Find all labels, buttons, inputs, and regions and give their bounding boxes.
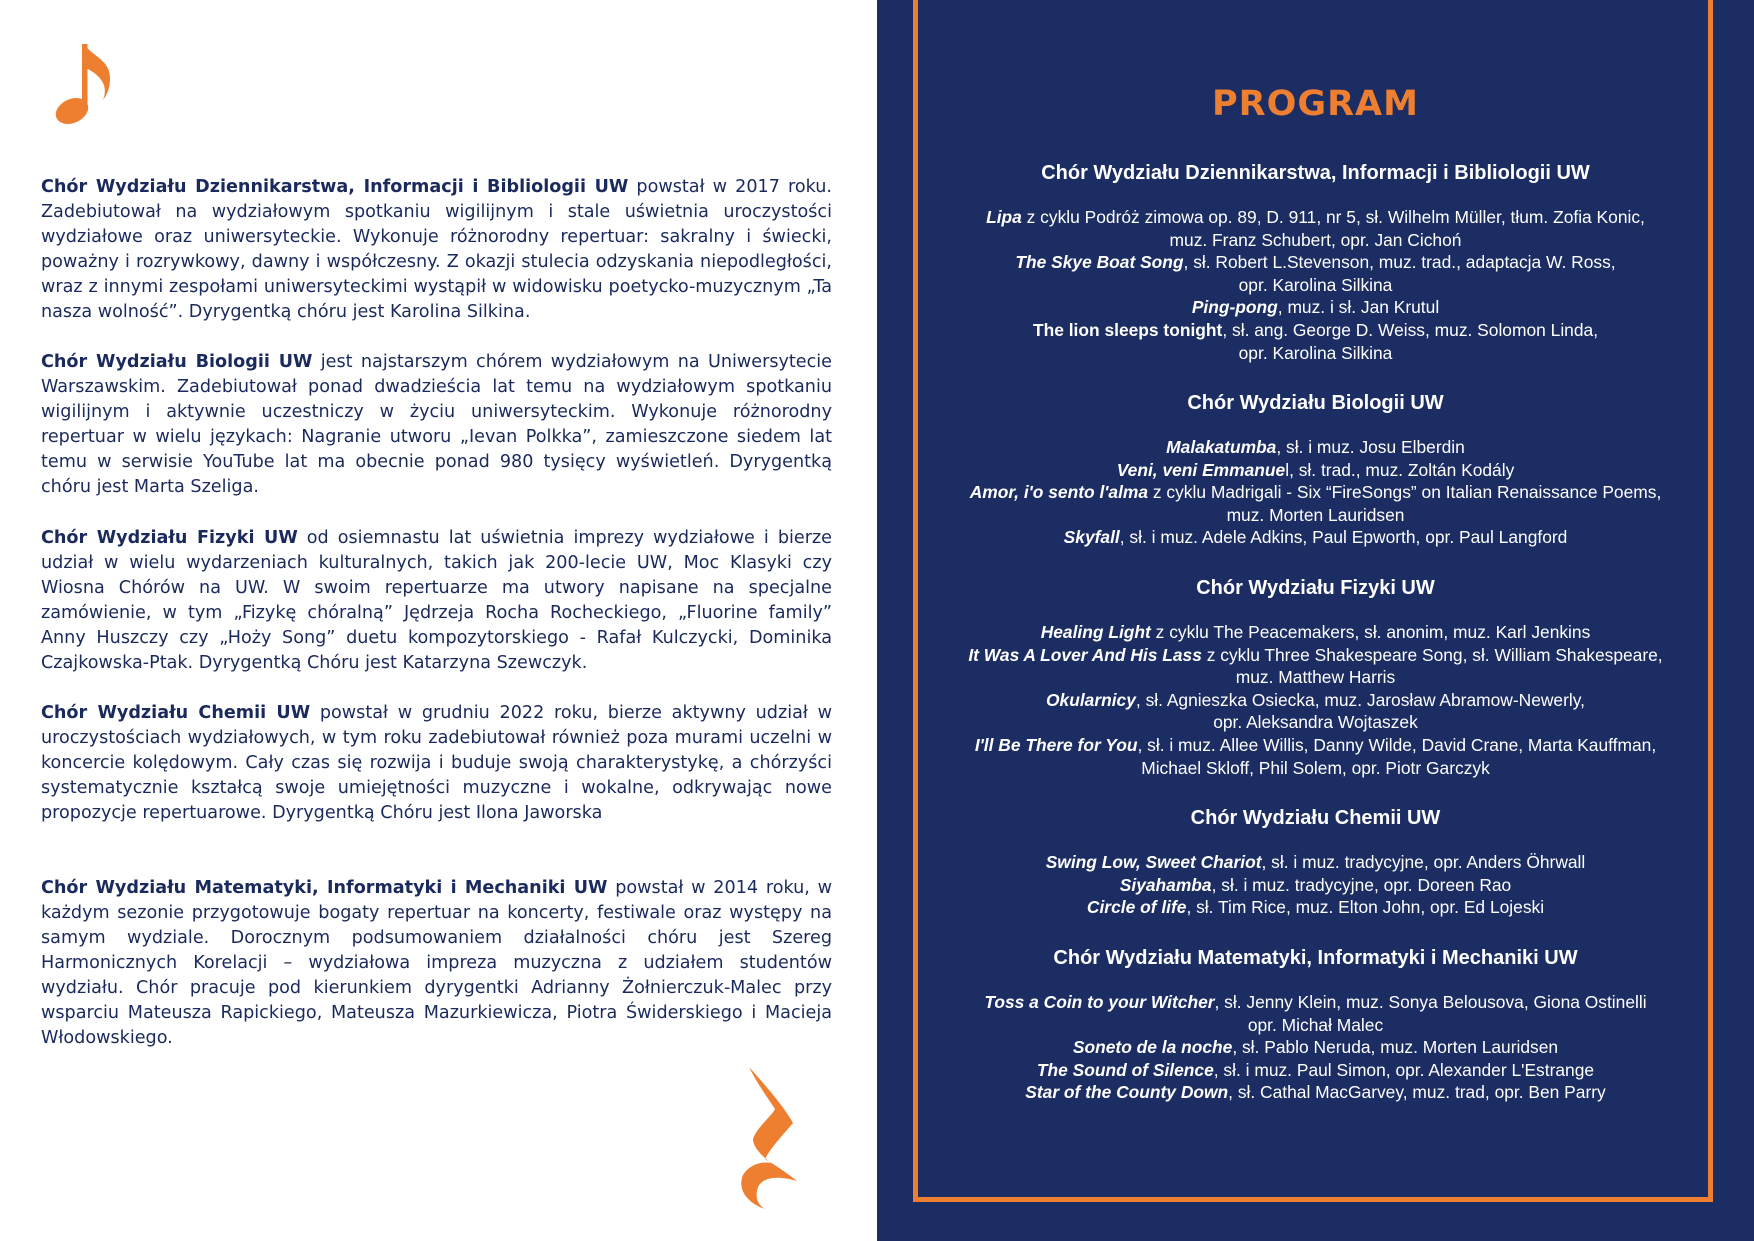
program-choir-name: Chór Wydziału Chemii UW bbox=[1190, 807, 1441, 829]
choir-desc-fizyki: Chór Wydziału Fizyki UW od osiemnastu lat uświetnia imprezy wydziałowe i bierze udział w wielu wydarzeniach kulturalnych, takich jak 200-lecie UW, Moc Klasyki czy Wiosna Chórów na UW. W swoim repertuarze ma utwory napisane na specjalne zamówienie, w tym „Fizykę chóralną” Jędrzeja Rocha Rocheckiego, „Fluorine family” Anny Huszczy czy „Hoży Song” duetu kompozytorskiego - Rafał Kulczycki, Dominika Czajkowska-Ptak. Dyrygentką Chóru jest Katarzyna Szewczyk. bbox=[41, 528, 832, 673]
program-choir-matematyki bbox=[937, 945, 1694, 1104]
program-piece: The lion sleeps tonight, sł. ang. George D. Weiss, muz. Solomon Linda, opr. Karolina Silkina bbox=[1032, 319, 1599, 363]
choir-desc-matematyki: Chór Wydziału Matematyki, Informatyki i Mechaniki UW powstał w 2014 roku, w każdym sezonie przygotowuje bogaty repertuar na koncerty, festiwale oraz występy na samym wydziale. Dorocznym podsumowaniem działalności chóru jest Szereg Harmonicznych Korelacji – wydziałowa impreza muzyczna z udziałem studentów wydziału. Chór pracuje pod kierunkiem dyrygentki Adrianny Żołnierczuk-Malec przy wsparciu Mateusza Rapickiego, Mateusza Mazurkiewicza, Piotra Świderskiego i Macieja Włodowskiego. bbox=[41, 878, 832, 1048]
program-piece: The Skye Boat Song, sł. Robert L.Stevenson, muz. trad., adaptacja W. Ross, opr. Karolina Silkina bbox=[1015, 252, 1616, 295]
program-piece: Okularnicy, sł. Agnieszka Osiecka, muz. Jarosław Abramow-Newerly, opr. Aleksandra Wojtaszek bbox=[1046, 689, 1585, 733]
program-choir-biologii bbox=[937, 390, 1694, 549]
program-choir-name: Chór Wydziału Fizyki UW bbox=[1196, 577, 1435, 599]
program-title: PROGRAM bbox=[1212, 84, 1419, 124]
program-choir-name: Chór Wydziału Dziennikarstwa, Informacji i Bibliologii UW bbox=[1041, 162, 1590, 184]
program-piece: Ping-pong, muz. i sł. Jan Krutul bbox=[1191, 297, 1440, 318]
program-choir-fizyki bbox=[937, 575, 1694, 779]
program-piece: Circle of life, sł. Tim Rice, muz. Elton John, opr. Ed Lojeski bbox=[1086, 897, 1545, 918]
right-page bbox=[877, 0, 1754, 1241]
program-choir-name: Chór Wydziału Matematyki, Informatyki i Mechaniki UW bbox=[1053, 947, 1578, 969]
program-choir-dziennikarstwa bbox=[937, 160, 1694, 364]
choir-desc-dziennikarstwa: Chór Wydziału Dziennikarstwa, Informacji i Bibliologii UW powstał w 2017 roku. Zadebiutował na wydziałowym spotkaniu wigilijnym i stale uświetnia uroczystości wydziałowe oraz uniwersyteckie. Wykonuje różnorodny repertuar: sakralny i świecki, poważny i rozrywkowy, dawny i współczesny. Z okazji stulecia odzyskania niepodległości, wraz z innymi zespołami uniwersyteckimi wystąpił w widowisku poetycko-muzycznym „Ta nasza wolność”. Dyrygentką chóru jest Karolina Silkina. bbox=[41, 177, 833, 322]
program-piece: Toss a Coin to your Witcher, sł. Jenny Klein, muz. Sonya Belousova, Giona Ostinelli opr. Michał Malec bbox=[984, 992, 1647, 1035]
music-note-icon bbox=[50, 38, 120, 133]
program-piece: Malakatumba, sł. i muz. Josu Elberdin bbox=[1166, 437, 1465, 457]
choir-desc-chemii: Chór Wydziału Chemii UW powstał w grudniu 2022 roku, bierze aktywny udział w uroczystościach wydziałowych, w tym roku zadebiutował również poza murami uczelni w koncercie kolędowym. Cały czas się rozwija i buduje swoją charakterystykę, a chórzyści systematycznie kształcą swoje umiejętności muzyczne i wokalne, odkrywając nowe propozycje repertuarowe. Dyrygentką Chóru jest Ilona Jaworska bbox=[41, 703, 832, 823]
program-choir-chemii bbox=[937, 805, 1694, 919]
program-piece: Amor, i'o sento l'alma z cyklu Madrigali - Six “FireSongs” on Italian Renaissance Poems, muz. Morten Lauridsen bbox=[969, 482, 1662, 525]
program-piece: Veni, veni Emmanuel, sł. trad., muz. Zoltán Kodály bbox=[1116, 459, 1515, 480]
program-piece: Lipa z cyklu Podróż zimowa op. 89, D. 911, nr 5, sł. Wilhelm Müller, tłum. Zofia Konic, muz. Franz Schubert, opr. Jan Cichoń bbox=[986, 207, 1645, 250]
program-piece: Healing Light z cyklu The Peacemakers, sł. anonim, muz. Karl Jenkins bbox=[1040, 622, 1591, 642]
program-piece: The Sound of Silence, sł. i muz. Paul Simon, opr. Alexander L'Estrange bbox=[1036, 1059, 1595, 1080]
program-piece: Soneto de la noche, sł. Pablo Neruda, muz. Morten Lauridsen bbox=[1072, 1037, 1559, 1058]
quarter-rest-icon bbox=[735, 1065, 805, 1210]
program-piece: Siyahamba, sł. i muz. tradycyjne, opr. Doreen Rao bbox=[1119, 874, 1512, 895]
program-piece: Swing Low, Sweet Chariot, sł. i muz. tradycyjne, opr. Anders Öhrwall bbox=[1045, 852, 1586, 872]
program-piece: Star of the County Down, sł. Cathal MacGarvey, muz. trad, opr. Ben Parry bbox=[1025, 1082, 1606, 1103]
program-piece: I'll Be There for You, sł. i muz. Allee Willis, Danny Wilde, David Crane, Marta Kauffman, Michael Skloff, Phil Solem, opr. Piotr Garczyk bbox=[974, 734, 1657, 778]
program-piece: Skyfall, sł. i muz. Adele Adkins, Paul Epworth, opr. Paul Langford bbox=[1063, 527, 1568, 548]
program-piece: It Was A Lover And His Lass z cyklu Three Shakespeare Song, sł. William Shakespeare, muz. Matthew Harris bbox=[968, 644, 1663, 688]
program-choir-name: Chór Wydziału Biologii UW bbox=[1187, 392, 1444, 414]
choir-desc-biologii: Chór Wydziału Biologii UW jest najstarszym chórem wydziałowym na Uniwersytecie Warszawskim. Zadebiutował ponad dwadzieścia lat temu na wydziałowym spotkaniu wigilijnym i aktywnie uczestniczy w życiu uniwersyteckim. Wykonuje różnorodny repertuar w wielu językach: Nagranie utworu „Ievan Polkka”, zamieszczone siedem lat temu w serwisie YouTube lat ma obecnie ponad 980 tysięcy wyświetleń. Dyrygentką chóru jest Marta Szeliga. bbox=[41, 352, 832, 497]
